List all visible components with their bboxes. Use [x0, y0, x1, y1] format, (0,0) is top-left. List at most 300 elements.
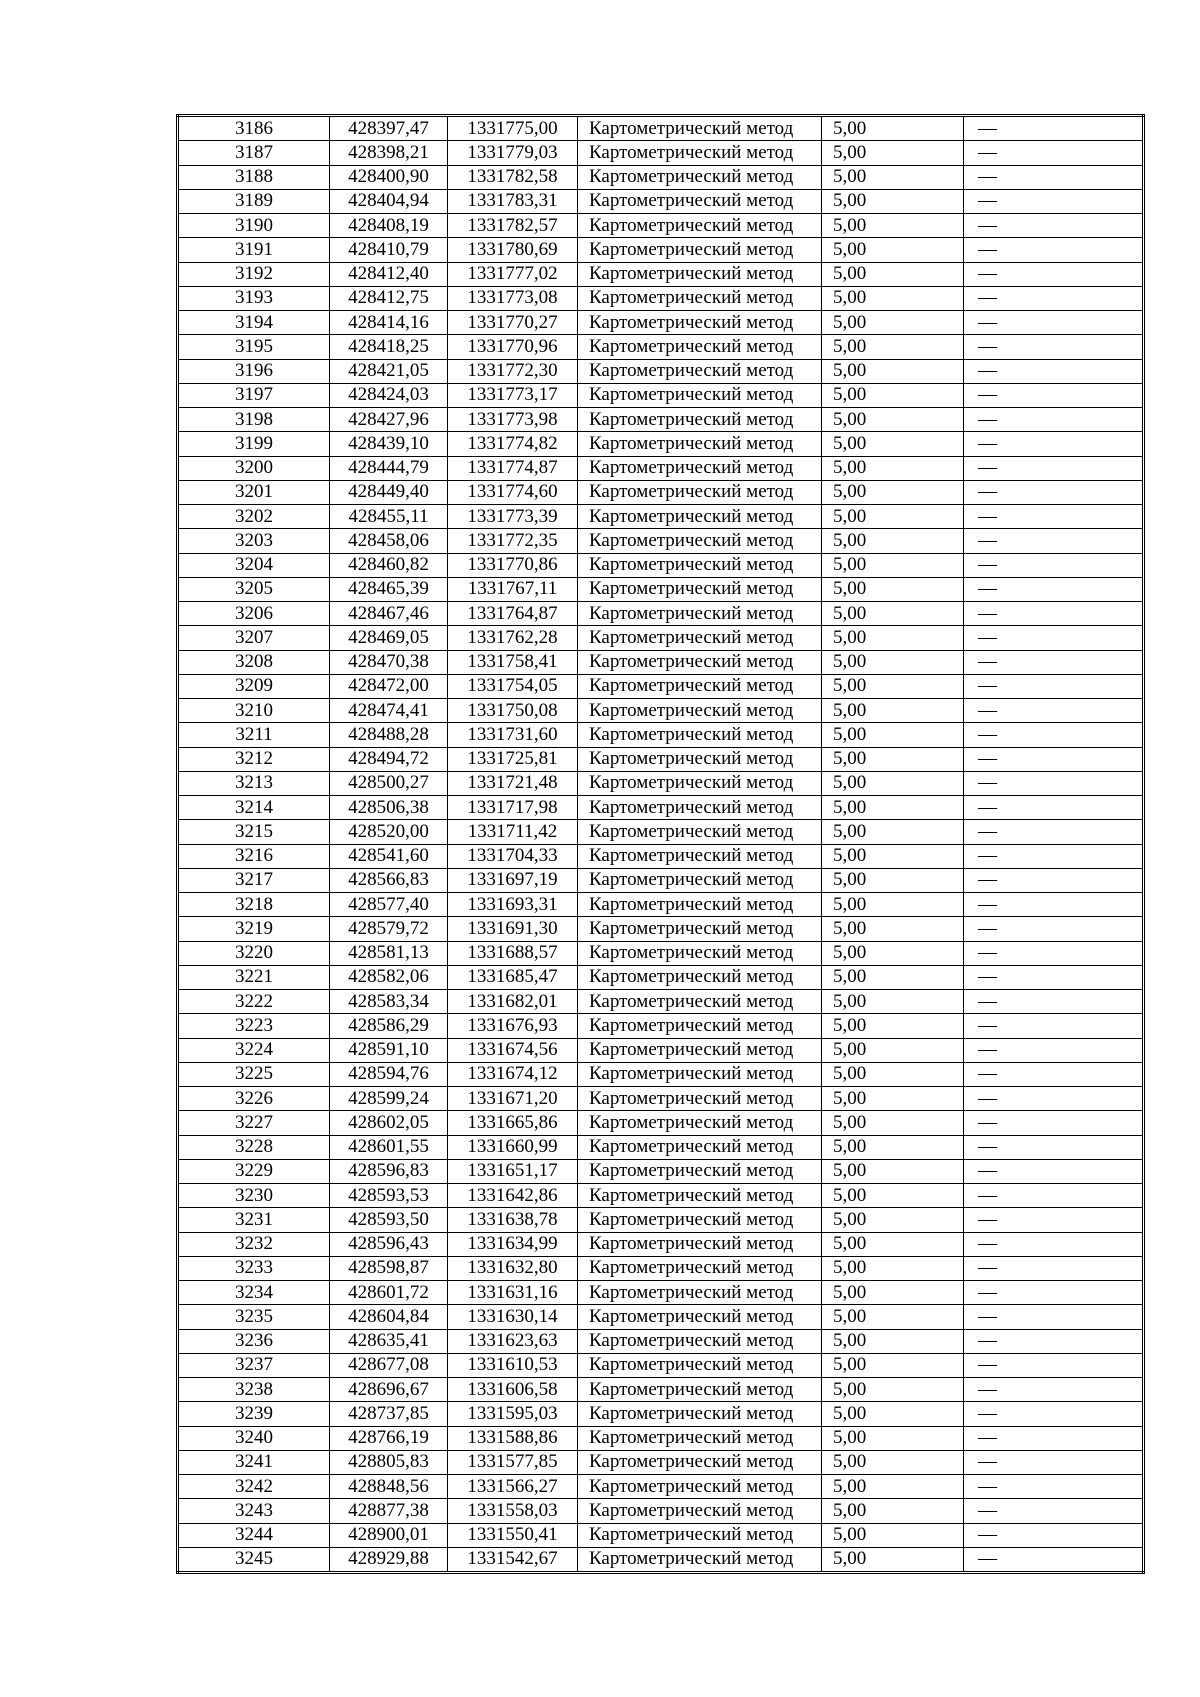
- method-cell: Картометрический метод: [578, 238, 822, 262]
- table-row: [178, 1159, 1144, 1183]
- method-cell: Картометрический метод: [578, 1159, 822, 1183]
- point-number-cell: 3206: [178, 602, 330, 626]
- precision-cell: 5,00: [822, 456, 964, 480]
- coordinate-x-cell: 428449,40: [330, 480, 448, 504]
- description-cell: —: [964, 699, 1144, 723]
- precision-cell: 5,00: [822, 505, 964, 529]
- precision-cell: 5,00: [822, 1256, 964, 1280]
- precision-cell: 5,00: [822, 1402, 964, 1426]
- table-row: [178, 1087, 1144, 1111]
- point-number-cell: 3237: [178, 1353, 330, 1377]
- description-cell: —: [964, 1111, 1144, 1135]
- point-number-cell: 3216: [178, 844, 330, 868]
- coordinate-y-cell: 1331725,81: [448, 747, 578, 771]
- method-cell: Картометрический метод: [578, 941, 822, 965]
- point-number-cell: 3243: [178, 1499, 330, 1523]
- precision-cell: 5,00: [822, 699, 964, 723]
- coordinate-x-cell: 428404,94: [330, 189, 448, 213]
- description-cell: —: [964, 529, 1144, 553]
- coordinate-y-cell: 1331711,42: [448, 820, 578, 844]
- description-cell: —: [964, 432, 1144, 456]
- coordinate-y-cell: 1331682,01: [448, 990, 578, 1014]
- coordinate-y-cell: 1331777,02: [448, 262, 578, 286]
- precision-cell: 5,00: [822, 965, 964, 989]
- coordinate-y-cell: 1331697,19: [448, 868, 578, 892]
- method-cell: Картометрический метод: [578, 1062, 822, 1086]
- coordinate-y-cell: 1331674,12: [448, 1062, 578, 1086]
- coordinate-y-cell: 1331731,60: [448, 723, 578, 747]
- description-cell: —: [964, 1159, 1144, 1183]
- table-row: [178, 1038, 1144, 1062]
- method-cell: Картометрический метод: [578, 116, 822, 141]
- method-cell: Картометрический метод: [578, 917, 822, 941]
- precision-cell: 5,00: [822, 1111, 964, 1135]
- method-cell: Картометрический метод: [578, 214, 822, 238]
- coordinate-x-cell: 428586,29: [330, 1014, 448, 1038]
- description-cell: —: [964, 1087, 1144, 1111]
- coordinates-table-body: [178, 116, 1144, 1573]
- point-number-cell: 3215: [178, 820, 330, 844]
- coordinate-x-cell: 428467,46: [330, 602, 448, 626]
- method-cell: Картометрический метод: [578, 1184, 822, 1208]
- coordinate-x-cell: 428877,38: [330, 1499, 448, 1523]
- description-cell: —: [964, 141, 1144, 165]
- coordinate-x-cell: 428582,06: [330, 965, 448, 989]
- point-number-cell: 3223: [178, 1014, 330, 1038]
- description-cell: —: [964, 1523, 1144, 1547]
- table-row: [178, 1232, 1144, 1256]
- precision-cell: 5,00: [822, 990, 964, 1014]
- method-cell: Картометрический метод: [578, 480, 822, 504]
- table-row: [178, 1450, 1144, 1474]
- point-number-cell: 3226: [178, 1087, 330, 1111]
- coordinate-x-cell: 428506,38: [330, 796, 448, 820]
- precision-cell: 5,00: [822, 189, 964, 213]
- description-cell: —: [964, 1547, 1144, 1572]
- table-row: [178, 990, 1144, 1014]
- table-row: [178, 1523, 1144, 1547]
- table-row: [178, 286, 1144, 310]
- coordinate-y-cell: 1331691,30: [448, 917, 578, 941]
- point-number-cell: 3221: [178, 965, 330, 989]
- method-cell: Картометрический метод: [578, 1014, 822, 1038]
- point-number-cell: 3236: [178, 1329, 330, 1353]
- coordinate-x-cell: 428494,72: [330, 747, 448, 771]
- description-cell: —: [964, 723, 1144, 747]
- description-cell: —: [964, 1232, 1144, 1256]
- table-row: [178, 650, 1144, 674]
- table-row: [178, 1329, 1144, 1353]
- description-cell: —: [964, 917, 1144, 941]
- coordinate-x-cell: 428408,19: [330, 214, 448, 238]
- table-row: [178, 723, 1144, 747]
- point-number-cell: 3217: [178, 868, 330, 892]
- coordinate-x-cell: 428593,50: [330, 1208, 448, 1232]
- point-number-cell: 3193: [178, 286, 330, 310]
- precision-cell: 5,00: [822, 1378, 964, 1402]
- coordinate-y-cell: 1331630,14: [448, 1305, 578, 1329]
- coordinate-x-cell: 428465,39: [330, 577, 448, 601]
- point-number-cell: 3205: [178, 577, 330, 601]
- table-row: [178, 1281, 1144, 1305]
- method-cell: Картометрический метод: [578, 408, 822, 432]
- table-row: [178, 917, 1144, 941]
- method-cell: Картометрический метод: [578, 1353, 822, 1377]
- method-cell: Картометрический метод: [578, 1281, 822, 1305]
- precision-cell: 5,00: [822, 844, 964, 868]
- method-cell: Картометрический метод: [578, 1305, 822, 1329]
- coordinate-x-cell: 428848,56: [330, 1475, 448, 1499]
- table-row: [178, 553, 1144, 577]
- precision-cell: 5,00: [822, 1135, 964, 1159]
- coordinate-y-cell: 1331676,93: [448, 1014, 578, 1038]
- table-row: [178, 432, 1144, 456]
- precision-cell: 5,00: [822, 626, 964, 650]
- precision-cell: 5,00: [822, 1475, 964, 1499]
- point-number-cell: 3242: [178, 1475, 330, 1499]
- precision-cell: 5,00: [822, 1329, 964, 1353]
- description-cell: —: [964, 893, 1144, 917]
- description-cell: —: [964, 796, 1144, 820]
- description-cell: —: [964, 238, 1144, 262]
- description-cell: —: [964, 747, 1144, 771]
- precision-cell: 5,00: [822, 262, 964, 286]
- coordinate-x-cell: 428424,03: [330, 383, 448, 407]
- point-number-cell: 3233: [178, 1256, 330, 1280]
- point-number-cell: 3201: [178, 480, 330, 504]
- description-cell: —: [964, 286, 1144, 310]
- table-row: [178, 1402, 1144, 1426]
- coordinate-x-cell: 428444,79: [330, 456, 448, 480]
- coordinate-x-cell: 428596,43: [330, 1232, 448, 1256]
- description-cell: —: [964, 505, 1144, 529]
- point-number-cell: 3231: [178, 1208, 330, 1232]
- method-cell: Картометрический метод: [578, 626, 822, 650]
- coordinate-x-cell: 428418,25: [330, 335, 448, 359]
- coordinate-y-cell: 1331774,82: [448, 432, 578, 456]
- coordinate-x-cell: 428397,47: [330, 116, 448, 141]
- precision-cell: 5,00: [822, 1184, 964, 1208]
- coordinate-y-cell: 1331758,41: [448, 650, 578, 674]
- coordinate-y-cell: 1331779,03: [448, 141, 578, 165]
- description-cell: —: [964, 1475, 1144, 1499]
- method-cell: Картометрический метод: [578, 262, 822, 286]
- table-row: [178, 1378, 1144, 1402]
- method-cell: Картометрический метод: [578, 1038, 822, 1062]
- method-cell: Картометрический метод: [578, 1475, 822, 1499]
- method-cell: Картометрический метод: [578, 747, 822, 771]
- coordinate-y-cell: 1331772,30: [448, 359, 578, 383]
- coordinate-x-cell: 428604,84: [330, 1305, 448, 1329]
- point-number-cell: 3220: [178, 941, 330, 965]
- precision-cell: 5,00: [822, 602, 964, 626]
- method-cell: Картометрический метод: [578, 1256, 822, 1280]
- coordinate-x-cell: 428599,24: [330, 1087, 448, 1111]
- table-row: [178, 965, 1144, 989]
- coordinate-x-cell: 428460,82: [330, 553, 448, 577]
- description-cell: —: [964, 165, 1144, 189]
- precision-cell: 5,00: [822, 432, 964, 456]
- table-row: [178, 214, 1144, 238]
- point-number-cell: 3210: [178, 699, 330, 723]
- point-number-cell: 3214: [178, 796, 330, 820]
- coordinate-y-cell: 1331782,58: [448, 165, 578, 189]
- point-number-cell: 3227: [178, 1111, 330, 1135]
- coordinate-x-cell: 428583,34: [330, 990, 448, 1014]
- coordinate-y-cell: 1331767,11: [448, 577, 578, 601]
- method-cell: Картометрический метод: [578, 699, 822, 723]
- method-cell: Картометрический метод: [578, 893, 822, 917]
- table-row: [178, 1305, 1144, 1329]
- precision-cell: 5,00: [822, 747, 964, 771]
- description-cell: —: [964, 383, 1144, 407]
- table-row: [178, 1499, 1144, 1523]
- method-cell: Картометрический метод: [578, 335, 822, 359]
- description-cell: —: [964, 1281, 1144, 1305]
- table-row: [178, 1135, 1144, 1159]
- coordinate-y-cell: 1331685,47: [448, 965, 578, 989]
- description-cell: —: [964, 771, 1144, 795]
- point-number-cell: 3204: [178, 553, 330, 577]
- table-row: [178, 335, 1144, 359]
- table-row: [178, 1475, 1144, 1499]
- method-cell: Картометрический метод: [578, 432, 822, 456]
- table-row: [178, 868, 1144, 892]
- table-row: [178, 529, 1144, 553]
- point-number-cell: 3187: [178, 141, 330, 165]
- description-cell: —: [964, 1426, 1144, 1450]
- coordinate-x-cell: 428410,79: [330, 238, 448, 262]
- coordinate-y-cell: 1331773,17: [448, 383, 578, 407]
- coordinate-x-cell: 428900,01: [330, 1523, 448, 1547]
- coordinate-y-cell: 1331577,85: [448, 1450, 578, 1474]
- precision-cell: 5,00: [822, 238, 964, 262]
- table-row: [178, 456, 1144, 480]
- description-cell: —: [964, 577, 1144, 601]
- precision-cell: 5,00: [822, 383, 964, 407]
- table-row: [178, 480, 1144, 504]
- table-row: [178, 941, 1144, 965]
- precision-cell: 5,00: [822, 1062, 964, 1086]
- coordinate-x-cell: 428737,85: [330, 1402, 448, 1426]
- method-cell: Картометрический метод: [578, 165, 822, 189]
- coordinate-x-cell: 428421,05: [330, 359, 448, 383]
- description-cell: —: [964, 335, 1144, 359]
- table-row: [178, 1256, 1144, 1280]
- coordinate-y-cell: 1331783,31: [448, 189, 578, 213]
- method-cell: Картометрический метод: [578, 1426, 822, 1450]
- method-cell: Картометрический метод: [578, 844, 822, 868]
- point-number-cell: 3225: [178, 1062, 330, 1086]
- point-number-cell: 3234: [178, 1281, 330, 1305]
- coordinate-y-cell: 1331775,00: [448, 116, 578, 141]
- coordinate-y-cell: 1331634,99: [448, 1232, 578, 1256]
- point-number-cell: 3194: [178, 311, 330, 335]
- table-row: [178, 1062, 1144, 1086]
- description-cell: —: [964, 602, 1144, 626]
- point-number-cell: 3213: [178, 771, 330, 795]
- coordinate-x-cell: 428412,75: [330, 286, 448, 310]
- description-cell: —: [964, 626, 1144, 650]
- coordinate-y-cell: 1331704,33: [448, 844, 578, 868]
- method-cell: Картометрический метод: [578, 1208, 822, 1232]
- method-cell: Картометрический метод: [578, 286, 822, 310]
- description-cell: —: [964, 1305, 1144, 1329]
- description-cell: —: [964, 820, 1144, 844]
- table-row: [178, 505, 1144, 529]
- method-cell: Картометрический метод: [578, 990, 822, 1014]
- coordinate-x-cell: 428601,55: [330, 1135, 448, 1159]
- description-cell: —: [964, 1378, 1144, 1402]
- method-cell: Картометрический метод: [578, 1499, 822, 1523]
- point-number-cell: 3197: [178, 383, 330, 407]
- point-number-cell: 3203: [178, 529, 330, 553]
- coordinate-x-cell: 428520,00: [330, 820, 448, 844]
- description-cell: —: [964, 1329, 1144, 1353]
- method-cell: Картометрический метод: [578, 796, 822, 820]
- coordinate-x-cell: 428601,72: [330, 1281, 448, 1305]
- table-row: [178, 1426, 1144, 1450]
- coordinate-y-cell: 1331606,58: [448, 1378, 578, 1402]
- point-number-cell: 3188: [178, 165, 330, 189]
- method-cell: Картометрический метод: [578, 602, 822, 626]
- description-cell: —: [964, 1038, 1144, 1062]
- method-cell: Картометрический метод: [578, 141, 822, 165]
- coordinate-y-cell: 1331642,86: [448, 1184, 578, 1208]
- coordinate-y-cell: 1331665,86: [448, 1111, 578, 1135]
- coordinate-x-cell: 428439,10: [330, 432, 448, 456]
- coordinate-x-cell: 428458,06: [330, 529, 448, 553]
- coordinate-y-cell: 1331750,08: [448, 699, 578, 723]
- description-cell: —: [964, 311, 1144, 335]
- point-number-cell: 3232: [178, 1232, 330, 1256]
- method-cell: Картометрический метод: [578, 868, 822, 892]
- point-number-cell: 3245: [178, 1547, 330, 1572]
- point-number-cell: 3199: [178, 432, 330, 456]
- table-row: [178, 262, 1144, 286]
- description-cell: —: [964, 1184, 1144, 1208]
- method-cell: Картометрический метод: [578, 965, 822, 989]
- point-number-cell: 3198: [178, 408, 330, 432]
- coordinate-y-cell: 1331595,03: [448, 1402, 578, 1426]
- precision-cell: 5,00: [822, 674, 964, 698]
- coordinate-y-cell: 1331764,87: [448, 602, 578, 626]
- description-cell: —: [964, 1062, 1144, 1086]
- table-row: [178, 893, 1144, 917]
- method-cell: Картометрический метод: [578, 771, 822, 795]
- method-cell: Картометрический метод: [578, 1523, 822, 1547]
- precision-cell: 5,00: [822, 1281, 964, 1305]
- table-row: [178, 747, 1144, 771]
- method-cell: Картометрический метод: [578, 1135, 822, 1159]
- point-number-cell: 3207: [178, 626, 330, 650]
- table-row: [178, 577, 1144, 601]
- coordinate-y-cell: 1331773,39: [448, 505, 578, 529]
- precision-cell: 5,00: [822, 577, 964, 601]
- method-cell: Картометрический метод: [578, 1232, 822, 1256]
- coordinate-x-cell: 428602,05: [330, 1111, 448, 1135]
- description-cell: —: [964, 359, 1144, 383]
- method-cell: Картометрический метод: [578, 723, 822, 747]
- description-cell: —: [964, 116, 1144, 141]
- coordinate-y-cell: 1331780,69: [448, 238, 578, 262]
- coordinate-y-cell: 1331651,17: [448, 1159, 578, 1183]
- description-cell: —: [964, 553, 1144, 577]
- description-cell: —: [964, 1450, 1144, 1474]
- point-number-cell: 3244: [178, 1523, 330, 1547]
- coordinate-y-cell: 1331558,03: [448, 1499, 578, 1523]
- precision-cell: 5,00: [822, 116, 964, 141]
- precision-cell: 5,00: [822, 1499, 964, 1523]
- precision-cell: 5,00: [822, 480, 964, 504]
- coordinate-x-cell: 428579,72: [330, 917, 448, 941]
- coordinate-x-cell: 428427,96: [330, 408, 448, 432]
- table-row: [178, 359, 1144, 383]
- point-number-cell: 3240: [178, 1426, 330, 1450]
- method-cell: Картометрический метод: [578, 1329, 822, 1353]
- precision-cell: 5,00: [822, 868, 964, 892]
- method-cell: Картометрический метод: [578, 577, 822, 601]
- table-row: [178, 674, 1144, 698]
- method-cell: Картометрический метод: [578, 383, 822, 407]
- point-number-cell: 3208: [178, 650, 330, 674]
- point-number-cell: 3190: [178, 214, 330, 238]
- method-cell: Картометрический метод: [578, 650, 822, 674]
- table-row: [178, 626, 1144, 650]
- precision-cell: 5,00: [822, 1038, 964, 1062]
- coordinate-y-cell: 1331623,63: [448, 1329, 578, 1353]
- description-cell: —: [964, 650, 1144, 674]
- method-cell: Картометрический метод: [578, 1450, 822, 1474]
- point-number-cell: 3196: [178, 359, 330, 383]
- table-row: [178, 771, 1144, 795]
- coordinate-y-cell: 1331774,87: [448, 456, 578, 480]
- point-number-cell: 3235: [178, 1305, 330, 1329]
- precision-cell: 5,00: [822, 311, 964, 335]
- table-row: [178, 820, 1144, 844]
- coordinate-y-cell: 1331588,86: [448, 1426, 578, 1450]
- precision-cell: 5,00: [822, 214, 964, 238]
- precision-cell: 5,00: [822, 335, 964, 359]
- description-cell: —: [964, 408, 1144, 432]
- description-cell: —: [964, 214, 1144, 238]
- precision-cell: 5,00: [822, 1547, 964, 1572]
- table-row: [178, 141, 1144, 165]
- precision-cell: 5,00: [822, 1353, 964, 1377]
- precision-cell: 5,00: [822, 723, 964, 747]
- precision-cell: 5,00: [822, 1208, 964, 1232]
- coordinate-x-cell: 428414,16: [330, 311, 448, 335]
- table-row: [178, 1014, 1144, 1038]
- coordinate-y-cell: 1331632,80: [448, 1256, 578, 1280]
- point-number-cell: 3191: [178, 238, 330, 262]
- coordinate-x-cell: 428591,10: [330, 1038, 448, 1062]
- precision-cell: 5,00: [822, 1232, 964, 1256]
- description-cell: —: [964, 1402, 1144, 1426]
- table-row: [178, 1353, 1144, 1377]
- coordinate-y-cell: 1331693,31: [448, 893, 578, 917]
- coordinate-y-cell: 1331717,98: [448, 796, 578, 820]
- coordinate-x-cell: 428593,53: [330, 1184, 448, 1208]
- precision-cell: 5,00: [822, 1426, 964, 1450]
- description-cell: —: [964, 189, 1144, 213]
- description-cell: —: [964, 480, 1144, 504]
- coordinate-x-cell: 428929,88: [330, 1547, 448, 1572]
- method-cell: Картометрический метод: [578, 505, 822, 529]
- method-cell: Картометрический метод: [578, 553, 822, 577]
- coordinate-x-cell: 428635,41: [330, 1329, 448, 1353]
- point-number-cell: 3239: [178, 1402, 330, 1426]
